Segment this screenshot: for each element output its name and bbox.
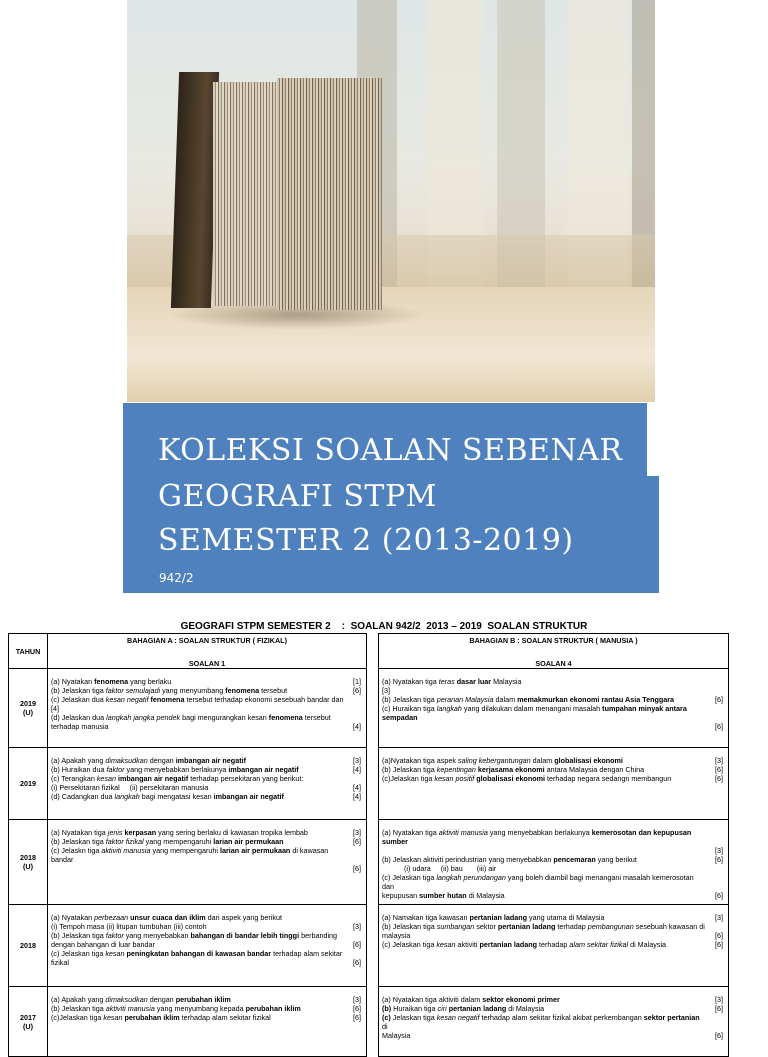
question-text: (i) Persekitaran fizikal (ii) persekitaran manusia: [51, 783, 209, 792]
question-line: [51, 1004, 361, 1013]
question-text: (i) Tempoh masa (ii) litupan tumbuhan (iii) contoh: [51, 922, 207, 931]
question-line: [51, 913, 361, 922]
part-b-questions: [379, 748, 729, 820]
question-marks: [6]: [715, 940, 723, 949]
question-text: dengan bahangan di luar bandar: [51, 940, 155, 949]
question-text: (d) Cadangkan dua langkah bagi mengatasi kesan imbangan air negatif: [51, 792, 284, 801]
question-line: [382, 722, 723, 731]
column-gap: [367, 820, 379, 905]
question-line: [382, 756, 723, 765]
question-marks: [6]: [715, 931, 723, 940]
table-header-row: [9, 634, 729, 669]
part-a-title: BAHAGIAN A : SOALAN STRUKTUR ( FIZIKAL): [127, 636, 287, 645]
part-b-questions: [379, 905, 729, 987]
question-line: [382, 1031, 723, 1040]
question-text: (c) Terangkan kesan imbangan air negatif terhadap persekitaran yang berikut:: [51, 774, 304, 783]
part-a-questions: [48, 669, 367, 748]
question-text: (a) Nyatakan perbezaan unsur cuaca dan iklim dari aspek yang berikut: [51, 913, 282, 922]
question-text: (c) Jelaskan tiga kesan aktiviti pertanian ladang terhadap alam sekitar fizikal di Malaysia: [382, 940, 667, 949]
question-text: fizikal: [51, 958, 69, 967]
question-marks: [6]: [715, 855, 723, 864]
part-a-questions: [48, 987, 367, 1057]
column-header-part-b: [379, 634, 729, 669]
question-line: [382, 940, 723, 949]
question-marks: [345, 774, 361, 783]
column-gap: [367, 634, 379, 669]
part-a-question-number: SOALAN 1: [188, 659, 226, 668]
year-note: (U): [23, 708, 33, 717]
part-b-questions: [379, 820, 729, 905]
question-text: [51, 864, 345, 873]
question-line: [51, 995, 361, 1004]
table-row: [9, 987, 729, 1057]
year-cell: [9, 820, 48, 905]
question-marks: [6]: [715, 1031, 723, 1040]
cover-title-line-2: GEOGRAFI STPM: [158, 479, 437, 514]
question-marks: [4]: [353, 792, 361, 801]
question-text: (b) Jelaskan tiga peranan Malaysia dalam memakmurkan ekonomi rantau Asia Tenggara: [382, 695, 675, 704]
question-text: (b) Jelaskan tiga kepentingan kerjasama ekonomi antara Malaysia dengan China: [382, 765, 645, 774]
question-marks: [345, 713, 361, 722]
cover-title-line-1: KOLEKSI SOALAN SEBENAR: [158, 433, 623, 468]
question-line: [382, 695, 723, 704]
question-line: [51, 783, 361, 792]
question-line: [51, 828, 361, 837]
table-row: [9, 820, 729, 905]
question-line: [51, 922, 361, 931]
question-text: (b) Huraikan tiga ciri pertanian ladang di Malaysia: [382, 1004, 545, 1013]
question-marks: [345, 704, 361, 713]
year-cell: [9, 905, 48, 987]
question-marks: [3]: [715, 995, 723, 1004]
question-text: [3]: [382, 686, 390, 695]
subject-code: 942/2: [159, 571, 194, 585]
question-line: [51, 695, 361, 704]
question-text: malaysia: [382, 931, 411, 940]
question-line: [51, 722, 361, 731]
question-text: [382, 846, 707, 855]
question-marks: [707, 1013, 723, 1031]
year-cell: [9, 669, 48, 748]
question-line: [51, 940, 361, 949]
column-gap: [367, 987, 379, 1057]
question-text: (b) Jelaskan tiga sumbangan sektor pertanian ladang terhadap pembangunan sesebuah kawasan di: [382, 922, 705, 931]
column-header-year: TAHUN: [9, 634, 48, 669]
question-marks: [3]: [353, 828, 361, 837]
part-a-questions: [48, 905, 367, 987]
question-marks: [1]: [353, 677, 361, 686]
question-text: (b) Jelaskan tiga faktor yang menyebabkan bahangan di bandar lebih tinggi berbanding: [51, 931, 338, 940]
question-line: [382, 774, 723, 783]
question-marks: [707, 873, 723, 891]
book-spine: [171, 72, 219, 308]
question-text: (c) Jelaskan dua kesan negatif fenomena tersebut terhadap ekonomi sesebuah bandar dan: [51, 695, 344, 704]
cover-photo: [127, 0, 655, 402]
question-line: [382, 704, 723, 722]
table-row: [9, 748, 729, 820]
question-text: kepupusan sumber hutan di Malaysia: [382, 891, 505, 900]
document-heading: GEOGRAFI STPM SEMESTER 2 : SOALAN 942/2 2013 – 2019 SOALAN STRUKTUR: [180, 621, 588, 632]
question-line: [382, 765, 723, 774]
column-gap: [367, 905, 379, 987]
year-note: (U): [23, 1021, 33, 1031]
question-marks: [6]: [353, 686, 361, 695]
question-marks: [6]: [715, 765, 723, 774]
question-marks: [707, 828, 723, 846]
title-block-extension: [647, 476, 659, 593]
question-text: (a) Nyatakan fenomena yang berlaku: [51, 677, 172, 686]
question-line: [382, 995, 723, 1004]
question-marks: [3]: [715, 913, 723, 922]
year-cell: [9, 987, 48, 1057]
question-marks: [345, 695, 361, 704]
question-text: (c)Jelaskan tiga kesan perubahan iklim terhadap alam sekitar fizikal: [51, 1013, 271, 1022]
question-text: (c) Jelaskan tiga kesan negatif terhadap alam sekitar fizikal akibat perkembangan sektor pertanian di: [382, 1013, 700, 1031]
part-b-question-number: SOALAN 4: [535, 659, 572, 668]
question-text: (a) Nyatakan tiga aktiviti manusia yang menyebabkan berlakunya kemerosotan dan kepupusan sumber: [382, 828, 692, 846]
question-text: Malaysia: [382, 1031, 411, 1040]
table-row: [9, 669, 729, 748]
question-line: [51, 792, 361, 801]
book-pages: [277, 78, 382, 310]
question-marks: [345, 846, 361, 864]
question-line: [51, 846, 361, 864]
question-marks: [345, 913, 361, 922]
year-cell: [9, 748, 48, 820]
question-marks: [707, 677, 723, 686]
question-line: [51, 1013, 361, 1022]
question-marks: [4]: [353, 722, 361, 731]
part-b-title: BAHAGIAN B : SOALAN STRUKTUR ( MANUSIA ): [469, 636, 638, 645]
cover-title-line-3: SEMESTER 2 (2013-2019): [158, 523, 574, 558]
question-marks: [4]: [353, 765, 361, 774]
part-a-questions: [48, 820, 367, 905]
question-line: [382, 686, 723, 695]
question-line: [51, 677, 361, 686]
question-line: [382, 1004, 723, 1013]
question-text: (b) Jelaskan tiga faktor semulajadi yang menyumbang fenomena tersebut: [51, 686, 288, 695]
question-marks: [3]: [353, 995, 361, 1004]
question-line: [51, 765, 361, 774]
question-line: [51, 958, 361, 967]
question-text: (a) Nyatakan tiga teras dasar luar Malaysia: [382, 677, 522, 686]
question-line: [51, 774, 361, 783]
question-line: [382, 864, 723, 873]
question-text: (b) Jelaskan tiga faktor fizikal yang mempengaruhi larian air permukaan: [51, 837, 284, 846]
question-line: [382, 931, 723, 940]
question-line: [382, 846, 723, 855]
year-label: 2018: [20, 941, 36, 950]
question-text: (d) Jelaskan dua langkah jangka pendek bagi mengurangkan kesan fenomena tersebut: [51, 713, 331, 722]
question-marks: [6]: [353, 958, 361, 967]
question-text: (c) Jelaskan tiga kesan peningkatan bahangan di kawasan bandar terhadap alam sekitar: [51, 949, 343, 958]
question-marks: [345, 949, 361, 958]
question-marks: [6]: [715, 722, 723, 731]
question-marks: [4]: [353, 783, 361, 792]
question-marks: [6]: [353, 1004, 361, 1013]
question-text: (c) Huraikan tiga langkah yang dilakukan dalam menangani masalah tumpahan minyak antara sempadan: [382, 704, 687, 722]
column-header-part-a: [48, 634, 367, 669]
question-line: [51, 713, 361, 722]
question-marks: [6]: [353, 940, 361, 949]
question-marks: [6]: [715, 774, 723, 783]
question-marks: [6]: [715, 891, 723, 900]
question-line: [382, 828, 723, 846]
question-marks: [3]: [715, 846, 723, 855]
question-text: (c)Jelaskan tiga kesan positif globalisasi ekonomi terhadap negara sedangn membangun: [382, 774, 672, 783]
question-marks: [707, 864, 723, 873]
question-table: [8, 633, 729, 1057]
question-text: (b) Jelaskan tiga aktiviti manusia yang menyumbang kepada perubahan iklim: [51, 1004, 301, 1013]
question-text: (a) Namakan tiga kawasan pertanian ladang yang utama di Malaysia: [382, 913, 605, 922]
question-marks: [6]: [353, 837, 361, 846]
table-row: [9, 905, 729, 987]
question-text: (b) Jelaskan aktiviti perindustrian yang menyebabkan pencemaran yang berikut: [382, 855, 637, 864]
question-line: [51, 756, 361, 765]
question-line: [382, 913, 723, 922]
question-marks: [345, 931, 361, 940]
question-text: (c) Jelaskn tiga aktiviti manusia yang mempengaruhi larian air permukaan di kawasan bandar: [51, 846, 329, 864]
part-a-questions: [48, 748, 367, 820]
question-line: [51, 704, 361, 713]
question-line: [382, 677, 723, 686]
question-line: [382, 873, 723, 891]
year-note: (U): [23, 862, 33, 871]
question-line: [382, 855, 723, 864]
question-marks: [3]: [353, 756, 361, 765]
question-text: terhadap manusia: [51, 722, 109, 731]
question-line: [51, 837, 361, 846]
question-marks: [3]: [715, 756, 723, 765]
question-line: [382, 1013, 723, 1031]
question-line: [382, 891, 723, 900]
year-label: 2019: [20, 699, 36, 708]
part-b-questions: [379, 669, 729, 748]
question-text: (i) udara (ii) bau (iii) air: [404, 864, 497, 873]
question-text: (a) Apakah yang dimaksudkan dengan perubahan iklim: [51, 995, 231, 1004]
question-marks: [707, 704, 723, 722]
question-marks: [6]: [715, 695, 723, 704]
part-b-questions: [379, 987, 729, 1057]
question-marks: [707, 922, 723, 931]
question-text: (a) Apakah yang dimaksudkan dengan imbangan air negatif: [51, 756, 246, 765]
question-text: (b) Huraikan dua faktor yang menyebabkan berlakunya imbangan air negatif: [51, 765, 299, 774]
question-line: [51, 931, 361, 940]
question-marks: [6]: [715, 1004, 723, 1013]
question-line: [382, 922, 723, 931]
column-gap: [367, 669, 379, 748]
question-text: (a)Nyatakan tiga aspek saling kebergantungan dalam globalisasi ekonomi: [382, 756, 623, 765]
question-marks: [6]: [353, 1013, 361, 1022]
question-text: [382, 722, 707, 731]
question-text: [4]: [51, 704, 59, 713]
question-line: [51, 949, 361, 958]
title-block: [123, 403, 647, 593]
question-marks: [3]: [353, 922, 361, 931]
year-label: 2018: [20, 853, 36, 862]
year-label: 2017: [20, 1012, 36, 1022]
year-label: 2019: [20, 779, 36, 788]
column-gap: [367, 748, 379, 820]
question-text: (c) Jelaskan tiga langkah perundangan yang boleh diambil bagi menangani masalah kemerosotan dan: [382, 873, 694, 891]
question-line: [51, 864, 361, 873]
question-marks: [707, 686, 723, 695]
question-line: [51, 686, 361, 695]
question-text: (a) Nyatakan tiga jenis kerpasan yang sering berlaku di kawasan tropika lembab: [51, 828, 308, 837]
question-marks: [6]: [353, 864, 361, 873]
question-text: (a) Nyatakan tiga aktiviti dalam sektor ekonomi primer: [382, 995, 560, 1004]
